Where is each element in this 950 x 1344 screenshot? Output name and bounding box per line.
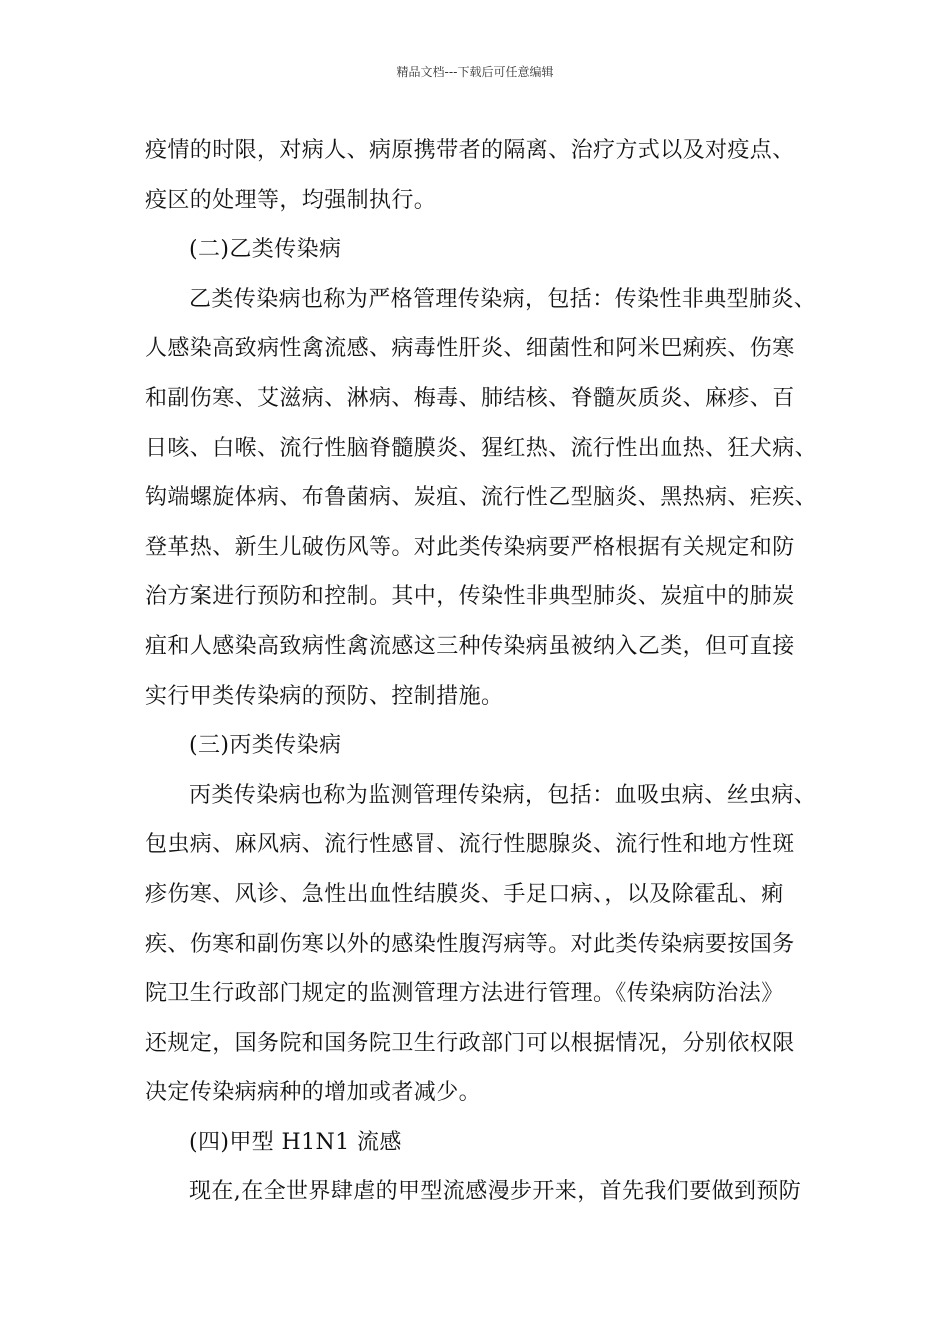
text-line: 钩端螺旋体病、布鲁菌病、炭疽、流行性乙型脑炎、黑热病、疟疾、	[145, 485, 818, 511]
text-line: 疾、伤寒和副伤寒以外的感染性腹泻病等。对此类传染病要按国务	[145, 931, 795, 957]
text-line: 治方案进行预防和控制。其中，传染性非典型肺炎、炭疽中的肺炭	[145, 584, 795, 610]
section-heading: (二)乙类传染病	[189, 237, 342, 263]
section-heading: (三)丙类传染病	[189, 733, 342, 759]
text-line: 和副伤寒、艾滋病、淋病、梅毒、肺结核、脊髓灰质炎、麻疹、百	[145, 385, 795, 411]
text-line: 疫情的时限，对病人、病原携带者的隔离、治疗方式以及对疫点、	[145, 138, 795, 163]
text-line: 还规定，国务院和国务院卫生行政部门可以根据情况，分别依权限	[145, 1030, 795, 1056]
text-line: 疽和人感染高致病性禽流感这三种传染病虽被纳入乙类，但可直接	[145, 633, 795, 659]
text-line: 丙类传染病也称为监测管理传染病，包括：血吸虫病、丝虫病、	[189, 782, 817, 808]
text-line: 疹伤寒、风诊、急性出血性结膜炎、手足口病、，以及除霍乱、痢	[145, 881, 784, 907]
page-header: 精品文档---下载后可任意编辑	[396, 65, 554, 79]
text-line: 疫区的处理等，均强制执行。	[145, 187, 437, 213]
text-line: 登革热、新生儿破伤风等。对此类传染病要严格根据有关规定和防	[145, 534, 795, 560]
document-body	[145, 126, 825, 1217]
text-line: 现在,在全世界肆虐的甲型流感漫步开来，首先我们要做到预防	[189, 1179, 802, 1205]
text-line: 决定传染病病种的增加或者减少。	[145, 1080, 482, 1106]
text-line: 包虫病、麻风病、流行性感冒、流行性腮腺炎、流行性和地方性斑	[145, 832, 795, 858]
text-line: 实行甲类传染病的预防、控制措施。	[145, 683, 504, 709]
text-line: 乙类传染病也称为严格管理传染病，包括：传染性非典型肺炎、	[189, 286, 817, 312]
section-heading: (四)甲型 H1N1 流感	[189, 1129, 402, 1155]
text-line: 院卫生行政部门规定的监测管理方法进行管理。《传染病防治法》	[145, 981, 784, 1007]
text-line: 人感染高致病性禽流感、病毒性肝炎、细菌性和阿米巴痢疾、伤寒	[145, 336, 795, 362]
text-line: 日咳、白喉、流行性脑脊髓膜炎、猩红热、流行性出血热、狂犬病、	[145, 435, 818, 461]
